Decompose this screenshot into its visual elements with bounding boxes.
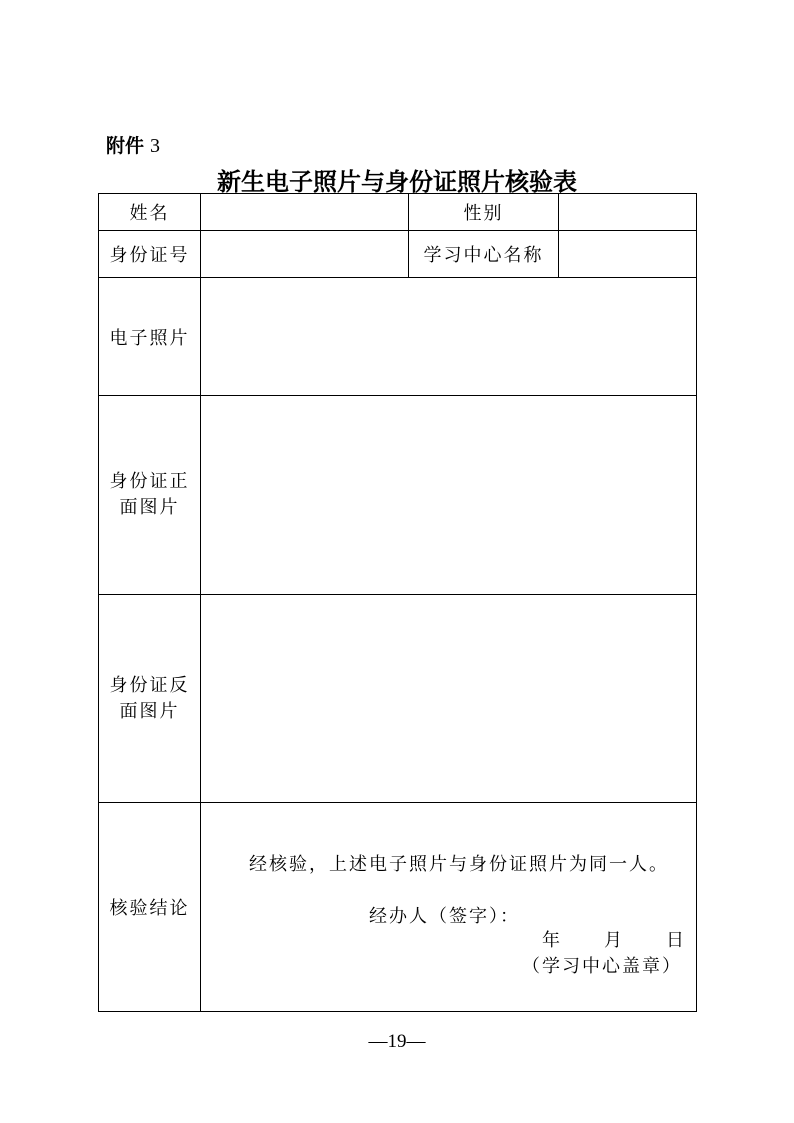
conclusion-area	[201, 803, 697, 1012]
handler-signature-line[interactable]: 经办人（签字）：	[369, 905, 520, 927]
id-back-label-line1: 身份证反	[109, 674, 190, 696]
row-id-center	[99, 231, 697, 278]
row-photo	[99, 278, 697, 396]
row-name-gender	[99, 194, 697, 231]
date-day: 日	[666, 929, 686, 951]
conclusion-statement: 经核验，上述电子照片与身份证照片为同一人。	[249, 853, 669, 875]
photo-area[interactable]	[201, 278, 697, 396]
form-title: 新生电子照片与身份证照片核验表	[217, 167, 577, 196]
verification-form-table	[98, 193, 697, 1012]
id-back-label	[99, 595, 201, 803]
id-front-label-line2: 面图片	[119, 497, 180, 518]
row-conclusion	[99, 803, 697, 1012]
id-front-label	[99, 396, 201, 595]
center-name-field[interactable]	[559, 231, 697, 278]
photo-label: 电子照片	[99, 278, 201, 396]
conclusion-label: 核验结论	[99, 803, 201, 1012]
id-back-label-line2: 面图片	[119, 700, 180, 722]
date-year: 年	[542, 929, 562, 951]
gender-label: 性别	[409, 194, 559, 231]
attachment-number: 3	[150, 135, 161, 157]
id-number-label: 身份证号	[99, 231, 201, 278]
row-id-front	[99, 396, 697, 595]
center-name-label: 学习中心名称	[409, 231, 559, 278]
page-number: —19—	[368, 1031, 426, 1052]
id-front-label-line1: 身份证正	[109, 471, 190, 492]
name-label: 姓名	[99, 194, 201, 231]
attachment-prefix: 附件	[106, 135, 145, 157]
name-field[interactable]	[201, 194, 409, 231]
id-back-image-area[interactable]	[201, 595, 697, 803]
gender-field[interactable]	[559, 194, 697, 231]
row-id-back	[99, 595, 697, 803]
id-number-field[interactable]	[201, 231, 409, 278]
seal-note: （学习中心盖章）	[522, 955, 682, 977]
attachment-label	[106, 131, 160, 158]
date-line	[542, 926, 686, 952]
date-month: 月	[604, 929, 624, 951]
id-front-image-area[interactable]	[201, 396, 697, 595]
